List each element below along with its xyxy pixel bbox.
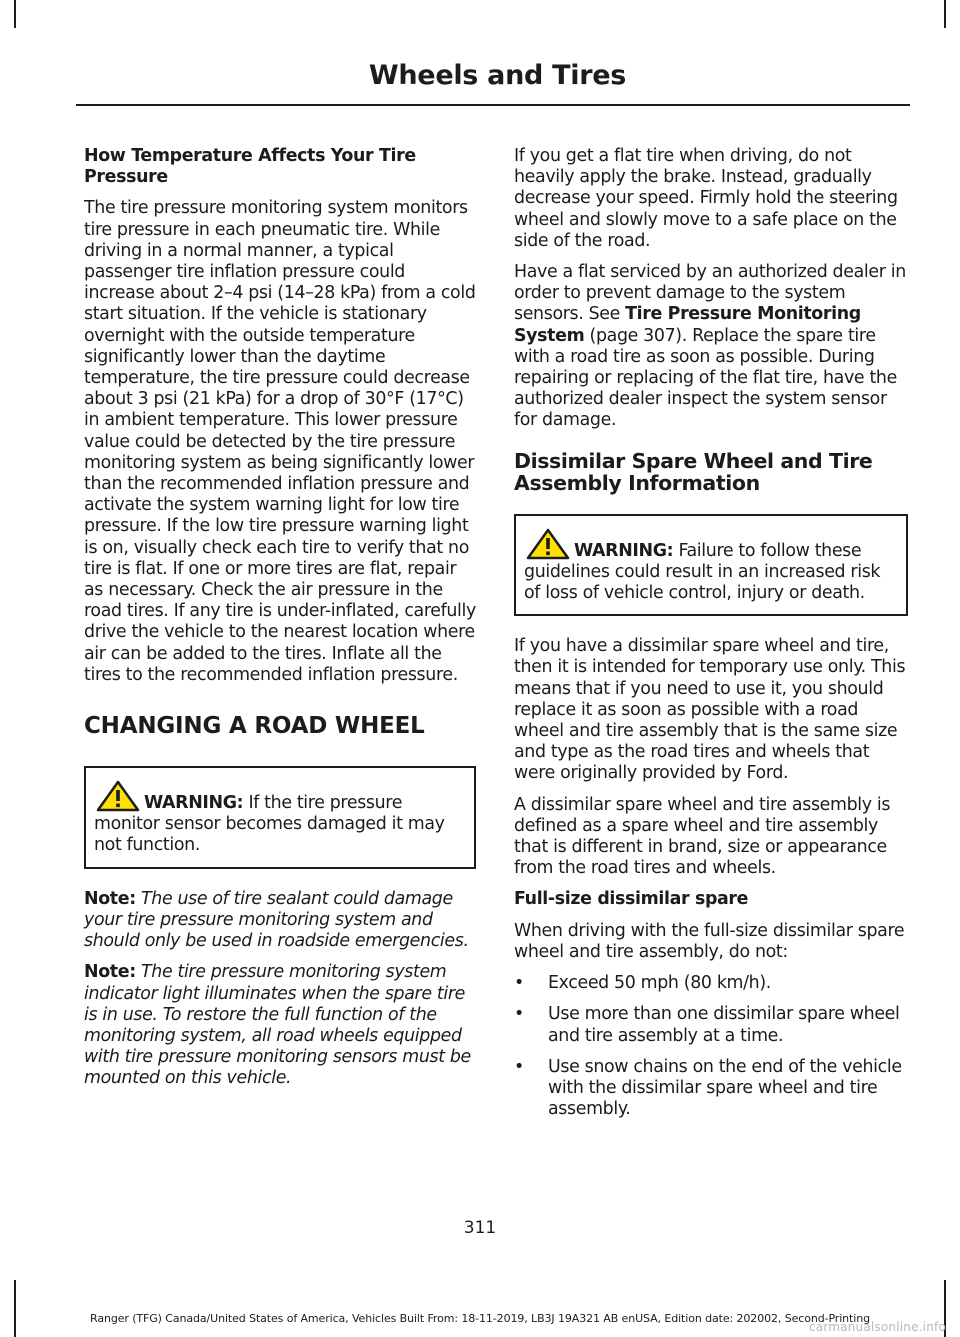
note-text: The tire pressure monitoring system indicator light illuminates when the spare tire is in use. To restore the full function of the monitoring system, all road wheels equipped with tire pressure monitoring sensors must be mounted on this vehicle. <box>84 962 471 1089</box>
warning-label: WARNING: <box>144 793 244 814</box>
right-column <box>514 146 908 1130</box>
note-indicator-light <box>84 962 476 1089</box>
bullet-icon: • <box>514 973 524 994</box>
left-column <box>84 146 476 1100</box>
dissimilar-paragraph-2: A dissimilar spare wheel and tire assembly is defined as a spare wheel and tire assembly that is different in brand, size or appearance from the road tires and wheels. <box>514 794 891 879</box>
full-size-spare-heading: Full-size dissimilar spare <box>514 889 749 910</box>
warning-label: WARNING: <box>574 540 674 561</box>
header-rule <box>76 104 910 106</box>
service-text-start: Have a flat serviced by an authorized dealer in order to prevent damage to the system sensors. See <box>514 262 906 325</box>
footer-edition-info: Ranger (TFG) Canada/United States of America, Vehicles Built From: 18-11-2019, LB3J 19A321 AB enUSA, Edition date: 202002, Second-Printing <box>90 1312 870 1325</box>
warning-triangle-icon <box>526 528 570 560</box>
list-item <box>514 973 908 994</box>
note-text: The use of tire sealant could damage your tire pressure monitoring system and should only be used in roadside emergencies. <box>84 888 469 952</box>
service-text-end: Replace the spare tire with a road tire as soon as possible. During repairing or replacing of the flat tire, have the authorized dealer inspect the system sensor for damage. <box>514 325 897 431</box>
list-item-text: Exceed 50 mph (80 km/h). <box>548 973 771 994</box>
page-reference: (page 307). <box>584 325 687 346</box>
temperature-heading: How Temperature Affects Your Tire Pressure <box>84 146 416 188</box>
list-item-text: Use more than one dissimilar spare wheel and tire assembly at a time. <box>548 1004 900 1046</box>
list-item <box>514 1004 908 1046</box>
note-tire-sealant <box>84 889 476 953</box>
crop-mark <box>944 0 946 28</box>
note-label: Note: <box>84 888 136 909</box>
section-heading: CHANGING A ROAD WHEEL <box>84 713 425 740</box>
note-label: Note: <box>84 962 136 983</box>
page-number: 311 <box>463 1218 497 1238</box>
full-size-intro: When driving with the full-size dissimilar spare wheel and tire assembly, do not: <box>514 920 905 962</box>
warning-text: Failure to follow these guidelines could result in an increased risk of loss of vehicle control, injury or death. <box>524 540 881 604</box>
warning-text: If the tire pressure monitor sensor becomes damaged it may not function. <box>94 793 445 856</box>
crop-mark <box>14 0 16 28</box>
watermark: carmanualsonline.info <box>809 1320 946 1334</box>
tpms-link[interactable]: Tire Pressure Monitoring System <box>514 304 861 346</box>
bullet-icon: • <box>514 1056 524 1077</box>
dissimilar-paragraph-1: If you have a dissimilar spare wheel and tire, then it is intended for temporary use only. This means that if you need to use it, you should replace it as soon as possible with a road wheel and tire assembly that is the same size and type as the road tires and wheels that were originally provided by Ford. <box>514 636 906 784</box>
temperature-paragraph: The tire pressure monitoring system monitors tire pressure in each pneumatic tire. While driving in a normal manner, a typical passenger tire inflation pressure could increase about 2–4 psi (14–28 kPa) from a cold start situation. If the vehicle is stationary overnight with the outside temperature significantly lower than the daytime temperature, the tire pressure could decrease about 3 psi (21 kPa) for a drop of 30°F (17°C) in ambient temperature. This lower pressure value could be detected by the tire pressure monitoring system as being significantly lower than the recommended inflation pressure and activate the system warning light for low tire pressure. If the low tire pressure warning light is on, visually check each tire to verify that no tire is flat. If one or more tires are flat, repair as necessary. Check the air pressure in the road tires. If any tire is under-inflated, carefully drive the vehicle to the nearest location where air can be added to the tires. Inflate all the tires to the recommended inflation pressure. <box>84 198 476 685</box>
do-not-list <box>514 973 908 1120</box>
warning-triangle-icon <box>96 780 140 812</box>
bullet-icon: • <box>514 1004 524 1025</box>
warning-box <box>84 766 476 869</box>
service-paragraph <box>514 262 908 432</box>
flat-tire-paragraph: If you get a flat tire when driving, do not heavily apply the brake. Instead, gradually decrease your speed. Firmly hold the steering wheel and slowly move to a safe place on the side of the road. <box>514 146 898 251</box>
crop-mark <box>14 1280 16 1337</box>
list-item-text: Use snow chains on the end of the vehicle with the dissimilar spare wheel and tire assembly. <box>548 1056 902 1120</box>
warning-box <box>514 514 908 617</box>
dissimilar-spare-heading: Dissimilar Spare Wheel and Tire Assembly Information <box>514 448 873 495</box>
page-header-title: Wheels and Tires <box>368 60 626 91</box>
list-item <box>514 1057 908 1121</box>
